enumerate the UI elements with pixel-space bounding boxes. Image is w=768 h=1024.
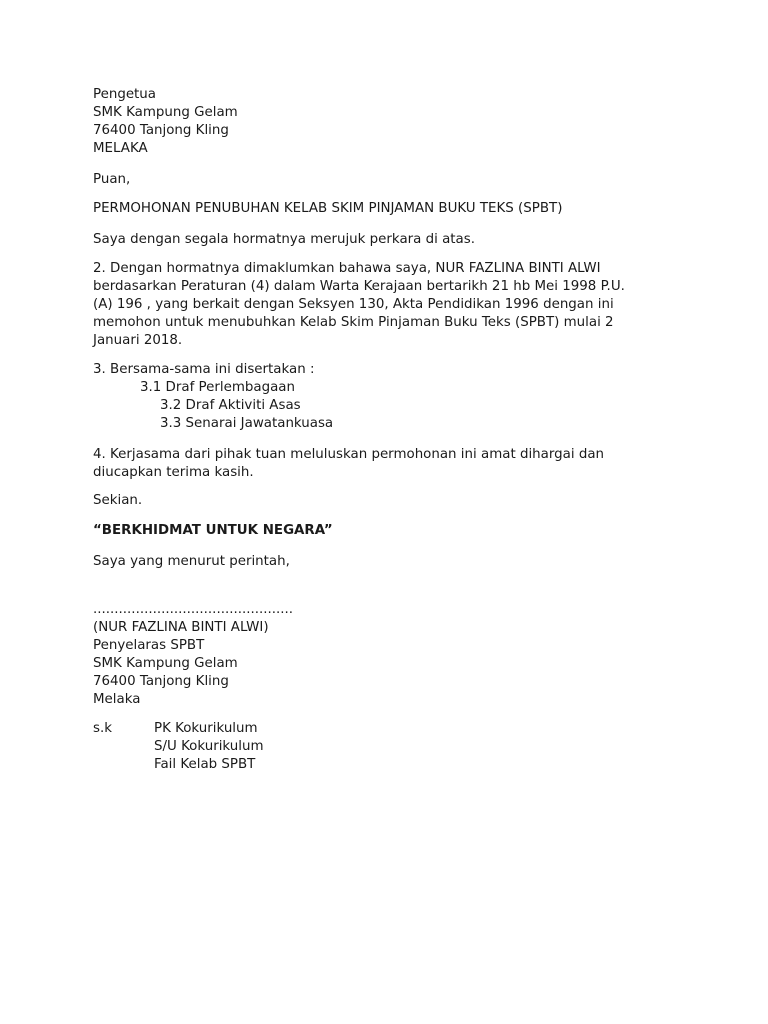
recipient-state: MELAKA (93, 141, 148, 156)
paragraph-2-line: berdasarkan Peraturan (4) dalam Warta Kerajaan bertarikh 21 hb Mei 1998 P.U. (93, 279, 625, 294)
closing: Sekian. (93, 493, 143, 508)
recipient-title: Pengetua (93, 87, 157, 102)
signatory-position: Penyelaras SPBT (93, 638, 205, 653)
sign-off: Saya yang menurut perintah, (93, 554, 290, 569)
paragraph-4-line: diucapkan terima kasih. (93, 465, 254, 480)
paragraph-3-intro: 3. Bersama-sama ini disertakan : (93, 362, 315, 377)
paragraph-2-line: memohon untuk menubuhkan Kelab Skim Pinjaman Buku Teks (SPBT) mulai 2 (93, 315, 614, 330)
salutation: Puan, (93, 172, 131, 187)
paragraph-4 (93, 446, 653, 482)
attachment-item: 3.2 Draf Aktiviti Asas (160, 398, 301, 413)
signatory-school: SMK Kampung Gelam (93, 656, 238, 671)
cc-recipient: Fail Kelab SPBT (154, 757, 256, 772)
paragraph-3 (93, 361, 653, 433)
recipient-postcode-city: 76400 Tanjong Kling (93, 123, 229, 138)
cc-label: s.k (93, 721, 112, 736)
paragraph-1: Saya dengan segala hormatnya merujuk perkara di atas. (93, 232, 475, 247)
attachment-item: 3.1 Draf Perlembagaan (140, 380, 295, 395)
paragraph-2-line: Januari 2018. (93, 333, 183, 348)
paragraph-4-line: 4. Kerjasama dari pihak tuan meluluskan permohonan ini amat dihargai dan (93, 447, 605, 462)
motto: “BERKHIDMAT UNTUK NEGARA” (93, 523, 333, 538)
attachment-item: 3.3 Senarai Jawatankuasa (160, 416, 334, 431)
signatory-name: (NUR FAZLINA BINTI ALWI) (93, 620, 269, 635)
subject-line: PERMOHONAN PENUBUHAN KELAB SKIM PINJAMAN BUKU TEKS (SPBT) (93, 201, 563, 216)
signatory-state: Melaka (93, 692, 141, 707)
paragraph-2 (93, 260, 653, 350)
paragraph-2-line: 2. Dengan hormatnya dimaklumkan bahawa saya, NUR FAZLINA BINTI ALWI (93, 261, 601, 276)
cc-recipient: PK Kokurikulum (154, 721, 258, 736)
signature-block (93, 601, 653, 709)
paragraph-2-line: (A) 196 , yang berkait dengan Seksyen 130, Akta Pendidikan 1996 dengan ini (93, 297, 614, 312)
signature-dotted-line: ............................................... (93, 602, 294, 617)
recipient-school: SMK Kampung Gelam (93, 105, 238, 120)
cc-list (154, 720, 264, 774)
cc-recipient: S/U Kokurikulum (154, 739, 264, 754)
signatory-postcode-city: 76400 Tanjong Kling (93, 674, 229, 689)
recipient-address (93, 86, 653, 158)
